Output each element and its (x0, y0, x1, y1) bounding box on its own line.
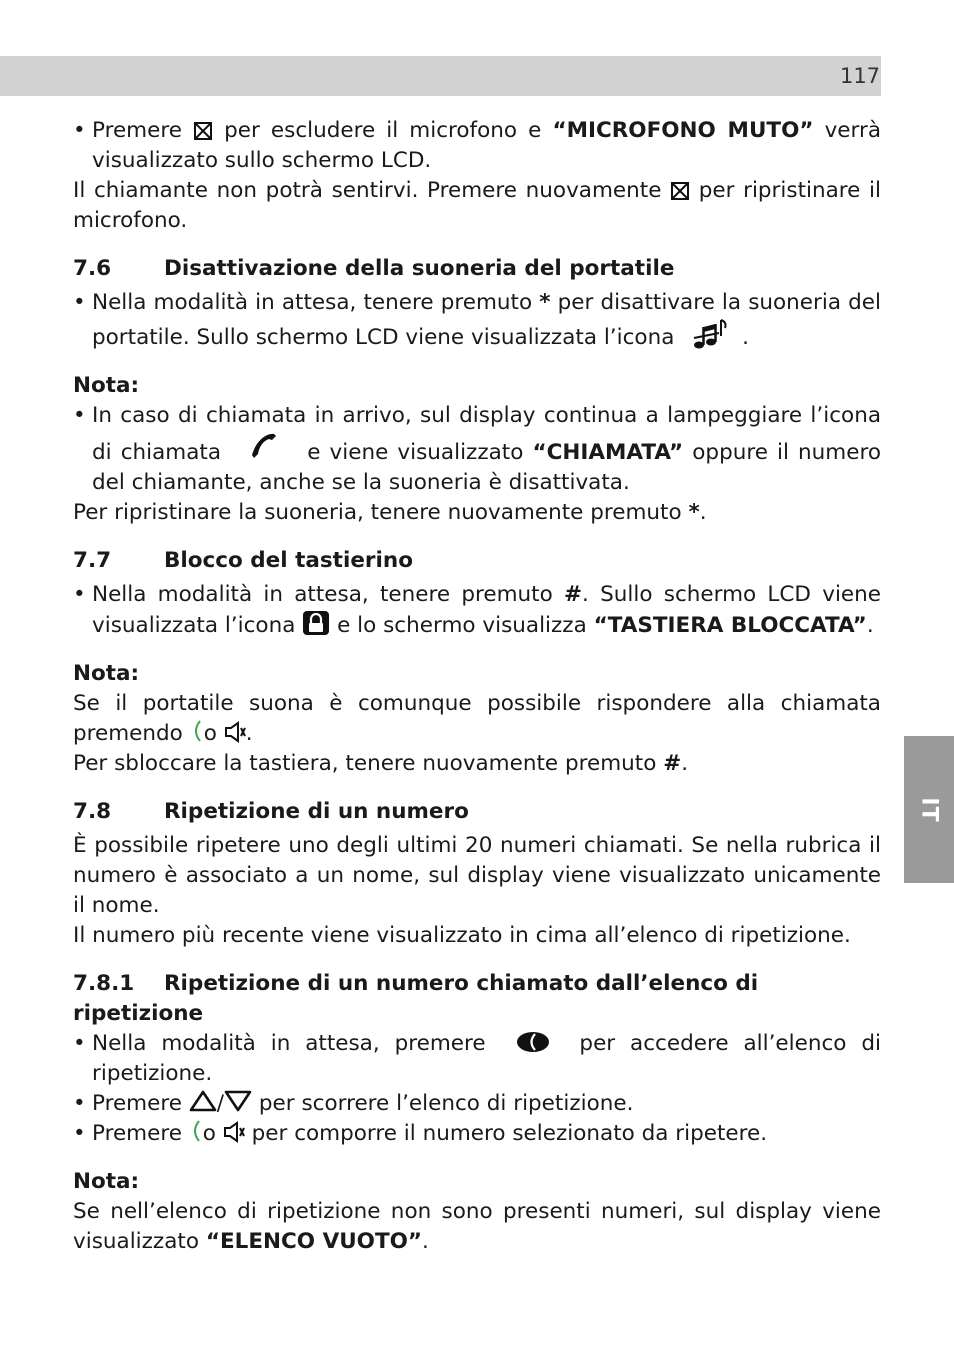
mute-key-icon (670, 181, 690, 201)
lock-icon (302, 610, 330, 636)
note-label: Nota: (73, 373, 140, 398)
bullet-scroll-redial: • Premere / per scorrere l’elenco di ripetizione. (73, 1089, 881, 1119)
paragraph-unlock: Per sbloccare la tastiera, tenere nuovamente premuto #. (73, 751, 689, 776)
paragraph-redial-order: Il numero più recente viene visualizzato in cima all’elenco di ripetizione. (73, 923, 851, 948)
up-arrow-key-icon (189, 1090, 217, 1112)
bullet-dial-redial: • Premere o per comporre il numero selezionato da ripetere. (73, 1119, 881, 1149)
bullet-ringer-off: • Nella modalità in attesa, tenere premuto * per disattivare la suoneria del portatile. Sullo schermo LCD viene visualizzata l’icona . (73, 288, 881, 353)
bullet-open-redial: • Nella modalità in attesa, premere per accedere all’elenco di ripetizione. (73, 1029, 881, 1089)
paragraph-restore-ringer: Per ripristinare la suoneria, tenere nuovamente premuto *. (73, 500, 707, 525)
section-heading-7-6: 7.6 Disattivazione della suoneria del portatile (73, 256, 675, 281)
speaker-key-icon (223, 1121, 245, 1143)
bullet-mute: • Premere per escludere il microfono e “MICROFONO MUTO” verrà visualizzato sullo schermo LCD. (73, 116, 881, 176)
section-heading-7-7: 7.7 Blocco del tastierino (73, 548, 413, 573)
paragraph-answer-locked: Se il portatile suona è comunque possibile rispondere alla chiamata premendo o . (73, 691, 881, 746)
mute-key-icon (193, 121, 213, 141)
section-heading-7-8-1: 7.8.1 Ripetizione di un numero chiamato dall’elenco di ripetizione (73, 971, 759, 1026)
page-content (73, 116, 881, 1257)
talk-key-icon (189, 1119, 203, 1143)
section-heading-7-8: 7.8 Ripetizione di un numero (73, 799, 469, 824)
paragraph-empty-list: Se nell’elenco di ripetizione non sono presenti numeri, sul display viene visualizzato “ELENCO VUOTO”. (73, 1199, 881, 1254)
note-label: Nota: (73, 1169, 140, 1194)
ringer-off-icon (691, 318, 731, 350)
incoming-call-icon (248, 431, 280, 461)
note-label: Nota: (73, 661, 140, 686)
language-tab (904, 736, 954, 883)
paragraph-mute-restore: Il chiamante non potrà sentirvi. Premere nuovamente per ripristinare il microfono. (73, 178, 881, 233)
paragraph-redial-intro: È possibile ripetere uno degli ultimi 20 numeri chiamati. Se nella rubrica il numero è associato a un nome, sul display viene visualizzato unicamente il nome. (73, 833, 881, 918)
talk-key-icon (190, 719, 204, 743)
redial-key-icon (515, 1031, 551, 1053)
speaker-key-icon (224, 721, 246, 743)
bullet-keypad-lock: • Nella modalità in attesa, tenere premuto #. Sullo schermo LCD viene visualizzata l’icona e lo schermo visualizza “TASTIERA BLOCCATA”. (73, 580, 881, 641)
language-tab-label: IT (916, 796, 942, 823)
bullet-call-indicator: • In caso di chiamata in arrivo, sul display continua a lampeggiare l’icona di chiamata e viene visualizzato “CHIAMATA” oppure il numero del chiamante, anche se la suoneria è disattivata. (73, 401, 881, 498)
down-arrow-key-icon (224, 1090, 252, 1112)
page-number: 117 (839, 64, 881, 88)
header-bar (0, 56, 881, 96)
